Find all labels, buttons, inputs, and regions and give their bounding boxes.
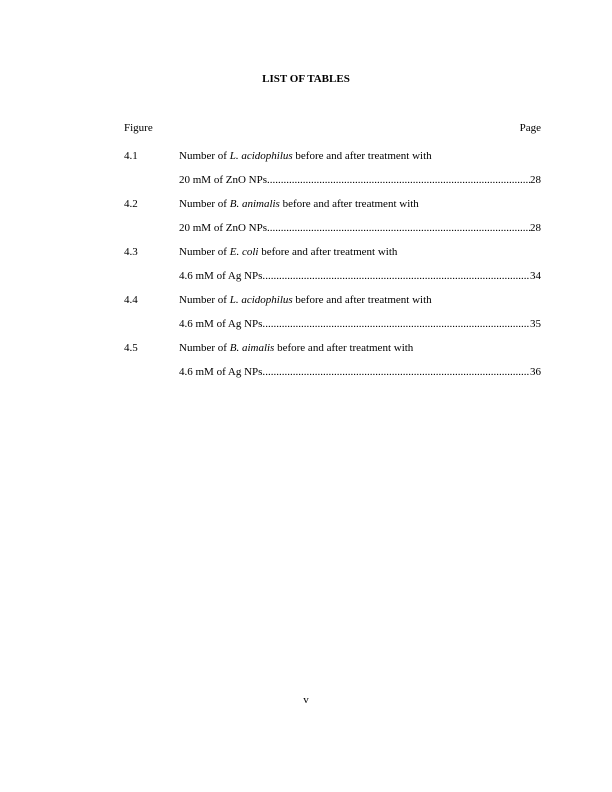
list-item[interactable] [124, 246, 541, 294]
page-ref: 28 [530, 174, 541, 186]
caption-continuation: 4.6 mM of Ag NPs. [179, 270, 266, 282]
page-ref: 36 [530, 366, 541, 378]
page-column-header: Page [519, 122, 541, 134]
species-name: E. coli [229, 246, 259, 258]
table-number: 4.5 [124, 342, 138, 354]
species-name: B. aimalis [229, 342, 275, 354]
table-number: 4.4 [124, 294, 138, 306]
page-ref: 35 [530, 318, 541, 330]
page-number: v [303, 694, 309, 706]
dot-leader [265, 366, 530, 378]
table-caption-line1 [179, 342, 413, 354]
caption-prefix: Number of [179, 294, 230, 306]
table-number: 4.2 [124, 198, 138, 210]
species-name: L. acidophilus [229, 294, 293, 306]
caption-suffix: before and after treatment with [258, 246, 398, 258]
list-item[interactable] [124, 198, 541, 246]
caption-prefix: Number of [179, 198, 230, 210]
caption-suffix: before and after treatment with [274, 342, 414, 354]
table-caption-line1 [179, 150, 432, 162]
page-ref: 34 [530, 270, 541, 282]
caption-suffix: before and after treatment with [292, 150, 432, 162]
caption-prefix: Number of [179, 150, 230, 162]
table-number: 4.3 [124, 246, 138, 258]
table-number: 4.1 [124, 150, 138, 162]
list-item[interactable] [124, 150, 541, 198]
table-caption-line2 [179, 174, 541, 186]
caption-continuation: 4.6 mM of Ag NPs. [179, 366, 266, 378]
caption-continuation: 20 mM of ZnO NPs. [179, 222, 270, 234]
table-caption-line1 [179, 294, 432, 306]
dot-leader [270, 222, 530, 234]
table-caption-line2 [179, 318, 541, 330]
caption-prefix: Number of [179, 246, 230, 258]
table-caption-line1 [179, 198, 419, 210]
caption-suffix: before and after treatment with [279, 198, 419, 210]
caption-continuation: 20 mM of ZnO NPs. [179, 174, 270, 186]
table-caption-line1 [179, 246, 397, 258]
dot-leader [265, 318, 530, 330]
dot-leader [270, 174, 530, 186]
list-item[interactable] [124, 342, 541, 390]
species-name: L. acidophilus [229, 150, 293, 162]
list-item[interactable] [124, 294, 541, 342]
caption-continuation: 4.6 mM of Ag NPs. [179, 318, 266, 330]
page-ref: 28 [530, 222, 541, 234]
figure-column-header: Figure [124, 122, 153, 134]
dot-leader [265, 270, 530, 282]
table-caption-line2 [179, 366, 541, 378]
table-caption-line2 [179, 222, 541, 234]
caption-prefix: Number of [179, 342, 230, 354]
caption-suffix: before and after treatment with [292, 294, 432, 306]
page-title: LIST OF TABLES [262, 73, 350, 85]
species-name: B. animalis [229, 198, 280, 210]
table-caption-line2 [179, 270, 541, 282]
